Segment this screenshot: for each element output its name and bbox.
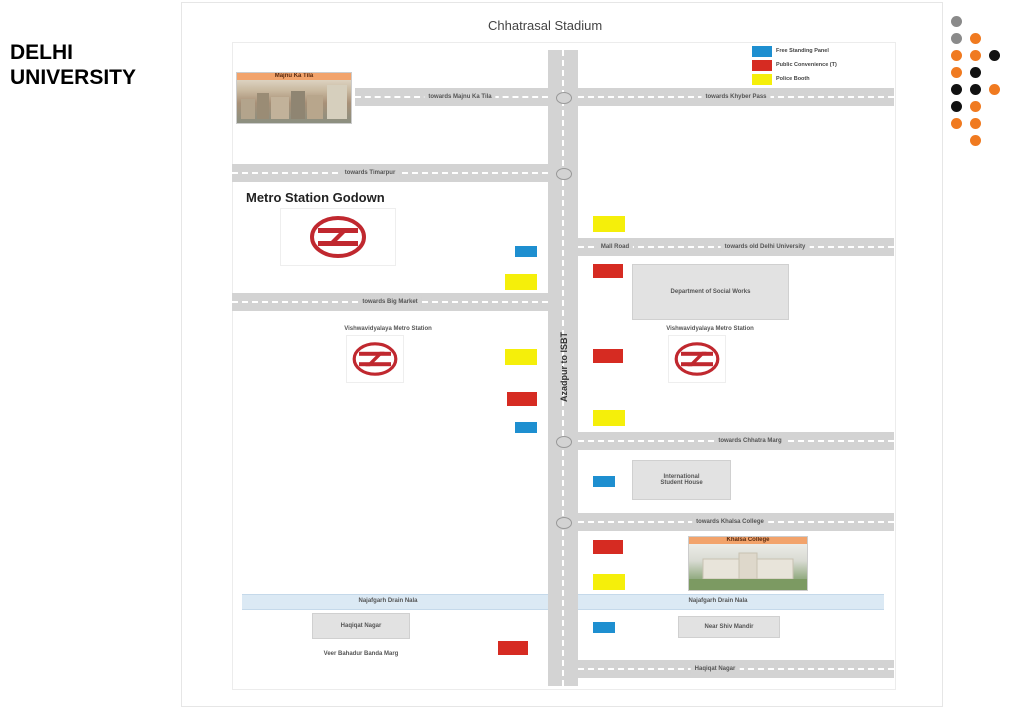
road-label-haqiqat: Haqiqat Nagar bbox=[691, 664, 740, 674]
khalsa-college-photo bbox=[688, 536, 808, 591]
metro-godown-logo bbox=[280, 208, 396, 266]
police-booth-marker bbox=[593, 410, 625, 426]
metro-station-label-left: Vishwavidyalaya Metro Station bbox=[344, 326, 432, 332]
police-booth-marker bbox=[505, 349, 537, 365]
metro-station-godown-label: Metro Station Godown bbox=[246, 190, 385, 205]
international-student-house-box: International Student House bbox=[632, 460, 731, 500]
metro-logo-icon bbox=[351, 341, 399, 377]
public-convenience-marker bbox=[593, 349, 623, 363]
public-convenience-marker bbox=[593, 540, 623, 554]
haqiqat-nagar-box: Haqiqat Nagar bbox=[312, 613, 410, 639]
legend-label: Free Standing Panel bbox=[776, 48, 829, 54]
public-convenience-marker bbox=[507, 392, 537, 406]
drain-label-left: Najafgarh Drain Nala bbox=[358, 598, 418, 604]
near-shiv-mandir-box: Near Shiv Mandir bbox=[678, 616, 780, 638]
map-legend bbox=[752, 44, 837, 86]
junction-circle bbox=[556, 517, 572, 529]
map-title: Chhatrasal Stadium bbox=[488, 18, 603, 33]
free-standing-panel-marker bbox=[593, 476, 615, 487]
building-photo-icon bbox=[237, 73, 351, 123]
junction-circle bbox=[556, 92, 572, 104]
legend-swatch-convenience bbox=[752, 60, 772, 71]
majnu-ka-tila-label: Majnu Ka Tila bbox=[237, 73, 351, 80]
police-booth-marker bbox=[593, 574, 625, 590]
road-label-big-market: towards Big Market bbox=[358, 297, 421, 307]
legend-swatch-panel bbox=[752, 46, 772, 57]
metro-logo-icon bbox=[308, 215, 368, 259]
road-label-azadpur-isbt: Azadpur to ISBT bbox=[559, 332, 569, 402]
police-booth-marker bbox=[593, 216, 625, 232]
majnu-ka-tila-photo bbox=[236, 72, 352, 124]
road-label-chhatra: towards Chhatra Marg bbox=[714, 436, 785, 446]
public-convenience-marker bbox=[498, 641, 528, 655]
metro-logo-icon bbox=[673, 341, 721, 377]
metro-station-label-right: Vishwavidyalaya Metro Station bbox=[666, 326, 754, 332]
legend-label: Public Convenience (T) bbox=[776, 62, 837, 68]
junction-circle bbox=[556, 168, 572, 180]
road-label-timarpur: towards Timarpur bbox=[341, 168, 400, 178]
legend-entry-police bbox=[752, 72, 837, 86]
free-standing-panel-marker bbox=[515, 246, 537, 257]
junction-circle bbox=[556, 436, 572, 448]
decorative-dot-pattern bbox=[948, 14, 1008, 154]
road-label-khyber: towards Khyber Pass bbox=[701, 92, 770, 102]
legend-label: Police Booth bbox=[776, 76, 810, 82]
police-booth-marker bbox=[505, 274, 537, 290]
legend-swatch-police bbox=[752, 74, 772, 85]
metro-station-logo-right bbox=[668, 335, 726, 383]
free-standing-panel-marker bbox=[593, 622, 615, 633]
metro-station-logo-left bbox=[346, 335, 404, 383]
slide-title: DELHI UNIVERSITY bbox=[10, 41, 137, 89]
legend-entry-panel bbox=[752, 44, 837, 58]
veer-bahadur-banda-marg-label: Veer Bahadur Banda Marg bbox=[323, 651, 399, 657]
public-convenience-marker bbox=[593, 264, 623, 278]
legend-entry-convenience bbox=[752, 58, 837, 72]
drain-label-right: Najafgarh Drain Nala bbox=[688, 598, 748, 604]
road-label-mall: Mall Road bbox=[597, 242, 633, 252]
khalsa-college-label: Khalsa College bbox=[689, 537, 807, 544]
free-standing-panel-marker bbox=[515, 422, 537, 433]
road-label-majnu: towards Majnu Ka Tila bbox=[424, 92, 495, 102]
department-social-works-box: Department of Social Works bbox=[632, 264, 789, 320]
college-building-icon bbox=[689, 537, 807, 590]
road-label-khalsa: towards Khalsa College bbox=[692, 517, 768, 527]
road-label-old-du: towards old Delhi University bbox=[721, 242, 810, 252]
